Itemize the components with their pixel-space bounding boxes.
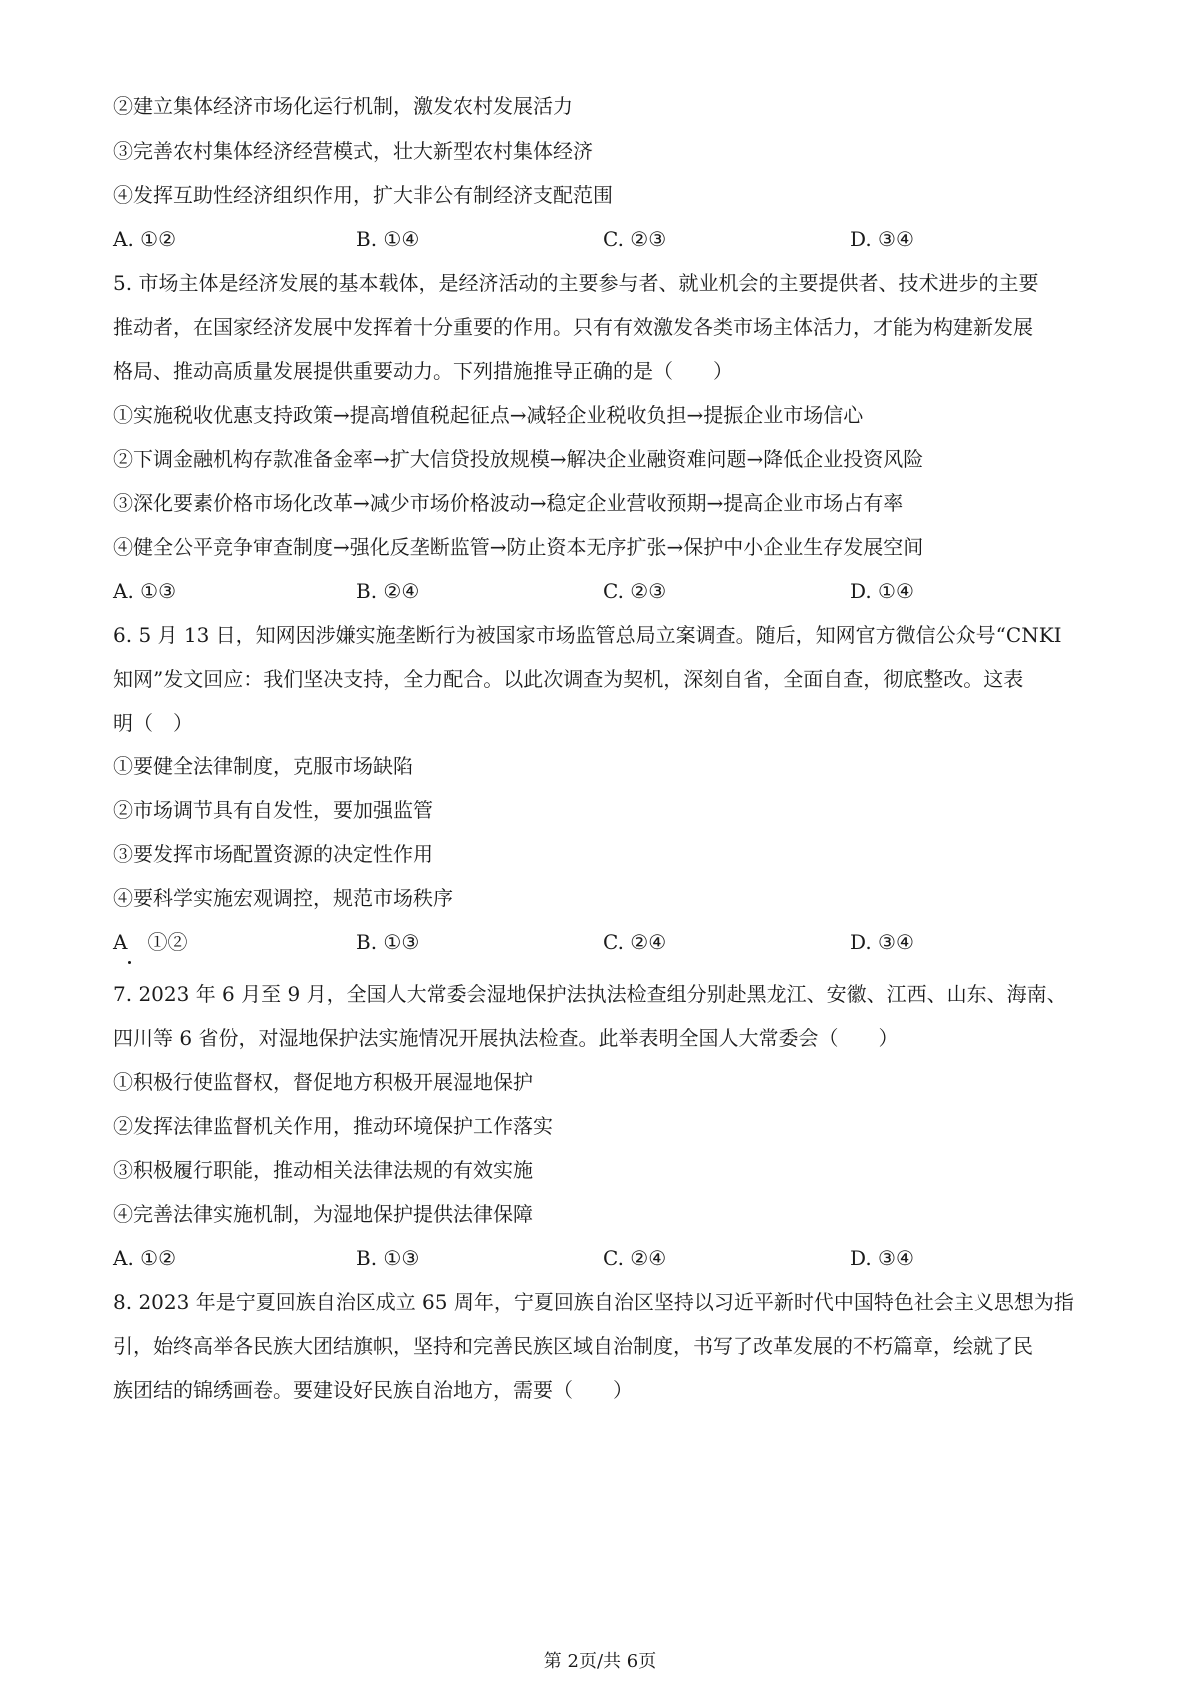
q5-item-3: ③深化要素价格市场化改革→减少市场价格波动→稳定企业营收预期→提高企业市场占有率 [113,491,904,515]
q7-item-2: ②发挥法律监督机关作用，推动环境保护工作落实 [113,1114,553,1138]
q7-item-3: ③积极履行职能，推动相关法律法规的有效实施 [113,1158,533,1182]
q5-option-b: B. ②④ [356,579,420,603]
q4-option-d: D. ③④ [850,227,914,251]
q4-option-a: A. ①② [113,227,177,251]
q6-item-4: ④要科学实施宏观调控，规范市场秩序 [113,886,453,910]
q5-item-1: ①实施税收优惠支持政策→提高增值税起征点→减轻企业税收负担→提振企业市场信心 [113,403,864,427]
q7-stem-line-1: 7. 2023 年 6 月至 9 月，全国人大常委会湿地保护法执法检查组分别赴黑龙江、安徽、江西、山东、海南、 [113,982,1067,1006]
q4-item-2: ②建立集体经济市场化运行机制，激发农村发展活力 [113,94,573,118]
q5-option-d: D. ①④ [850,579,914,603]
q7-option-c: C. ②④ [603,1246,667,1270]
stray-dot-mark [128,961,131,964]
q5-item-4: ④健全公平竞争审查制度→强化反垄断监管→防止资本无序扩张→保护中小企业生存发展空间 [113,535,924,559]
q6-item-3: ③要发挥市场配置资源的决定性作用 [113,842,433,866]
q7-option-d: D. ③④ [850,1246,914,1270]
q5-stem-line-1: 5. 市场主体是经济发展的基本载体，是经济活动的主要参与者、就业机会的主要提供者、技术进步的主要 [113,271,1039,295]
q6-item-1: ①要健全法律制度，克服市场缺陷 [113,754,413,778]
q5-option-a: A. ①③ [113,579,177,603]
q6-item-2: ②市场调节具有自发性，要加强监管 [113,798,433,822]
q5-option-c: C. ②③ [603,579,667,603]
q8-stem-line-3: 族团结的锦绣画卷。要建设好民族自治地方，需要（ ） [113,1378,633,1402]
q6-stem-line-3: 明（ ） [113,711,193,735]
q4-item-4: ④发挥互助性经济组织作用，扩大非公有制经济支配范围 [113,183,613,207]
q7-option-b: B. ①③ [356,1246,420,1270]
q7-option-a: A. ①② [113,1246,177,1270]
page-number-footer: 第 2页/共 6页 [543,1651,657,1672]
q4-option-c: C. ②③ [603,227,667,251]
q8-stem-line-1: 8. 2023 年是宁夏回族自治区成立 65 周年，宁夏回族自治区坚持以习近平新时代中国特色社会主义思想为指 [113,1290,1074,1314]
q6-option-a: A ①② [113,930,188,954]
q4-item-3: ③完善农村集体经济经营模式，壮大新型农村集体经济 [113,139,593,163]
q7-item-4: ④完善法律实施机制，为湿地保护提供法律保障 [113,1202,533,1226]
q6-option-d: D. ③④ [850,930,914,954]
q6-option-c: C. ②④ [603,930,667,954]
q5-item-2: ②下调金融机构存款准备金率→扩大信贷投放规模→解决企业融资难问题→降低企业投资风险 [113,447,924,471]
q6-stem-line-2: 知网”发文回应：我们坚决支持，全力配合。以此次调查为契机，深刻自省，全面自查，彻底整改。这表 [113,667,1024,691]
q5-stem-line-3: 格局、推动高质量发展提供重要动力。下列措施推导正确的是（ ） [113,359,733,383]
q7-stem-line-2: 四川等 6 省份，对湿地保护法实施情况开展执法检查。此举表明全国人大常委会（ ） [113,1026,899,1050]
q7-item-1: ①积极行使监督权，督促地方积极开展湿地保护 [113,1070,533,1094]
q6-option-b: B. ①③ [356,930,420,954]
q8-stem-line-2: 引，始终高举各民族大团结旗帜，坚持和完善民族区域自治制度，书写了改革发展的不朽篇章，绘就了民 [113,1334,1033,1358]
q4-option-b: B. ①④ [356,227,420,251]
q5-stem-line-2: 推动者，在国家经济发展中发挥着十分重要的作用。只有有效激发各类市场主体活力，才能为构建新发展 [113,315,1033,339]
q6-stem-line-1: 6. 5 月 13 日，知网因涉嫌实施垄断行为被国家市场监管总局立案调查。随后，知网官方微信公众号“CNKI [113,623,1062,647]
